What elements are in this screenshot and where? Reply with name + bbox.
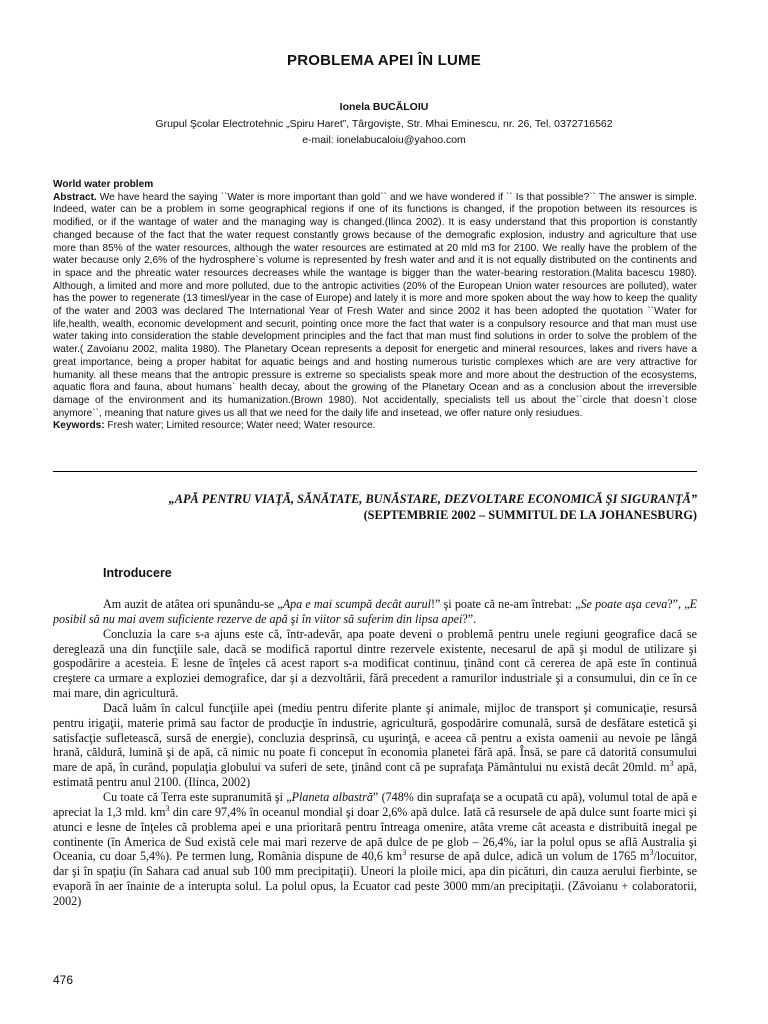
introduction-body — [53, 597, 697, 909]
page-number: 476 — [53, 973, 74, 987]
paper-title: PROBLEMA APEI ÎN LUME — [287, 52, 481, 69]
paragraph-2: Concluzia la care s-a ajuns este că, într-adevăr, apa poate deveni o problemă pentru unele regiuni geografice dacă se dereglează una din funcţiile sale, dacă se modifică raportul dintre rezervele existente, necesarul de apă şi modul de utilizare şi gospodărire a acesteia. E lesne de înţeles că acest raport s-a modificat continuu, ţinând cont că cererea de apă este în continuă creştere ca urmare a exploziei demografice, dar şi a dezvoltării, fără precedent a ramurilor industriale şi a consumului, din ce în ce mai mare, din agricultură. — [53, 626, 697, 701]
motto — [53, 491, 697, 523]
abstract-divider — [53, 471, 697, 472]
abstract-english-title: World water problem — [53, 179, 154, 190]
keywords-label: Keywords: — [53, 420, 105, 432]
paragraph-3: Dacă luăm în calcul funcţiile apei (mediu pentru diferite plante şi animale, mijloc de transport şi comunicaţie, resursă pentru irigaţii, materie primă sau factor de producţie în industrie, agricultură, gospodărire comunală, sursă de desfătare estetică şi satisfacţie sufletească, sursă de energie), concluzia desprinsă, cu uşurinţă, e aceea că pentru a exista oamenii au nevoie pe lângă hrană, căldură, lumină şi de apă, că nimic nu poate fi conceput în economia planetei fără apă. Însă, se pare că datorită consumului mare de apă, în curând, populaţia globului va suferi de sete, ţinând cont că pe suprafaţa Pământului nu există decât 20mld. $m^3$ apă, estimată pentru anul 2100. (Ilinca, 2002) — [53, 700, 697, 790]
section-heading-introducere: Introducere — [103, 566, 172, 580]
abstract-block — [53, 179, 697, 433]
paragraph-4: Cu toate că Terra este supranumită şi „Planeta albastră” (748% din suprafaţa se a ocupată cu apă), volumul total de apă e apreciat la 1,3 mld. $km^3$ din care 97,4% în oceanul mondial şi doar 2,6% apă dulce. Iată că resursele de apă dulce sunt foarte mici şi atunci e lesne de înţeles că problema apei e una prioritară pentru întreaga omenire, atâta vreme cât aceasta e distribuită inegal pe continente (în America de Sud există cele mai mari rezerve de apă dulce de pe glob – 26,4%, iar la polul opus se află Australia şi Oceania, cu doar 5,4%). Pe termen lung, România dispune de 40,6 $km^3$ resurse de apă dulce, adică un volum de 1765 $m^3$/locuitor, dar şi în spaţiu (în Sahara cad anual sub 100 mm precipitaţii). Uneori la ploile mici, apa din picături, din cauza aerului fierbinte, se evaporă în aer înainte de a interupta solul. La polul opus, la Ecuator cad peste 3000 mm/an precipitaţii. (Zăvoianu + colaboratorii, 2002) — [53, 789, 697, 908]
paragraph-1: Am auzit de atâtea ori spunându-se „Apa e mai scumpă decât aurul!” şi poate că ne-am întrebat: „Se poate aşa ceva?”, „E posibil să nu mai avem suficiente rezerve de apă şi în viitor să suferim din lipsa apei?”. — [53, 597, 697, 626]
abstract-label: Abstract. — [53, 191, 97, 203]
author-affiliation: Grupul Şcolar Electrotehnic „Spiru Haret”, Târgovişte, Str. Mhai Eminescu, nr. 26, Tel. 0372716562 — [155, 118, 613, 130]
author-email: e-mail: ionelabucaloiu@yahoo.com — [302, 134, 466, 146]
motto-quote: „APĂ PENTRU VIAŢĂ, SĂNĂTATE, BUNĂSTARE, DEZVOLTARE ECONOMICĂ ŞI SIGURANŢĂ” — [168, 492, 697, 506]
keywords-text: Fresh water; Limited resource; Water need; Water resource. — [107, 420, 376, 432]
abstract-text: We have heard the saying ``Water is more important than gold`` and we have wondered if `` Is that possible?`` The answer is simple. Indeed, water can be a problem in some geographical regions if one of its functions is changed, if the propotion between its resources is modified, or if the wantage of water and the managing way is changed.(Ilinca 2002). It is easy understand that this proportion is constantly changed because of the fact that the water request constantly grows because of the demografic explosion, industry and agriculture that use more than 85% of the water resources, although the water resources are estimated at 20 mld m3 for 2100. We really have the problem of the water because only 2,6% of the hydrosphere`s volume is represented by fresh water and and it is not equally distributed on the continents and in space and the phreatic water resources decreases while the wantage is bigger than the water-bearing restoration.(Malita bacescu 1980). Although, a limited and more and more polluted, due to the antropic activities (20% of the European Union water resources are polluted), water has the power to regenerate (13 timesl/year in the case of Europe) and lately it is more and more spoken about the way how to keep the quality of the water and 2003 was declared The International Year of Fresh Water and since 2002 it has been adopted the quotation ``Water for life,health, wealth, economic development and securit, pointing once more the fact that water is a conpulsory resource and that man must use water taking into consideration the stable development principles and the fact that man must find solutions in order to solve the problem of the water.( Zavoianu 2002, malita 1980). The Planetary Ocean represents a deposit for energetic and mineral resources, lakes and rivers have a great importance, being a proper habitat for aquatic beings and and hosting numerous turistic complexes which are are very attractive for humanity. all these means that the antropic pressure is extreme so specialists speak more and more about the destruction of the ecosystems, aquatic flora and fauna, about humans` health decay, about the growing of the Planetary Ocean and as a conclusion about the irreversible damage of the environment and its humanization.(Brown 1980). Not accidentally, specialists tell us about the``circle that doesn`t close anymore``, meaning that nature gives us all that we need for the daily life and insetead, we offer nature only resiudues. — [53, 191, 697, 419]
motto-source: (SEPTEMBRIE 2002 – SUMMITUL DE LA JOHANESBURG) — [363, 508, 697, 522]
author-name: Ionela BUCĂLOIU — [339, 101, 429, 113]
